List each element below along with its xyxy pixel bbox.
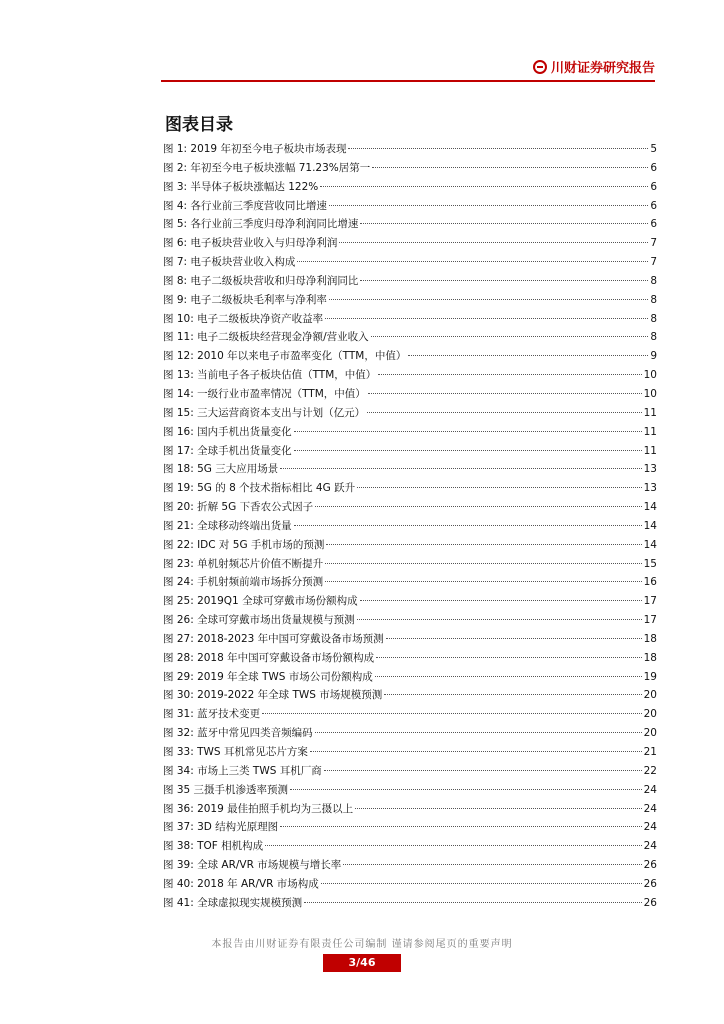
- toc-leader: [325, 581, 642, 582]
- toc-item[interactable]: [163, 743, 657, 762]
- toc-leader: [378, 374, 641, 375]
- toc-item[interactable]: [163, 366, 657, 385]
- toc-item-page[interactable]: 9: [650, 350, 657, 363]
- toc-item[interactable]: [163, 385, 657, 404]
- toc-item-label[interactable]: 图 10: 电子二级板块净资产收益率: [163, 312, 324, 325]
- toc-leader: [294, 431, 642, 432]
- toc-item-page[interactable]: 10: [643, 387, 657, 400]
- toc-item-page[interactable]: 26: [643, 859, 657, 872]
- toc-item-page[interactable]: 8: [650, 293, 657, 306]
- toc-item-page[interactable]: 21: [643, 746, 657, 758]
- toc-item[interactable]: [163, 498, 657, 517]
- toc-item-page[interactable]: 16: [643, 576, 657, 589]
- toc-leader: [280, 826, 641, 827]
- toc-leader: [297, 261, 648, 262]
- toc-leader: [294, 525, 642, 526]
- toc-leader: [339, 242, 648, 243]
- toc-item-page[interactable]: 26: [643, 896, 657, 909]
- toc-item[interactable]: [163, 555, 657, 574]
- page-header: [161, 56, 655, 82]
- toc-item-label[interactable]: 图 2: 年初至今电子板块涨幅 71.23%居第一: [163, 161, 371, 174]
- toc-leader: [384, 694, 641, 695]
- toc-item-page[interactable]: 7: [650, 256, 657, 269]
- toc-item-page[interactable]: 26: [643, 877, 657, 890]
- toc-item-label[interactable]: 图 3: 半导体子板块涨幅达 122%: [163, 180, 319, 193]
- toc-item-label[interactable]: 图 22: IDC 对 5G 手机市场的预测: [163, 538, 325, 551]
- toc-item-label[interactable]: 图 36: 2019 最佳拍照手机均为三摄以上: [163, 802, 354, 815]
- toc-item[interactable]: [163, 140, 657, 159]
- toc-leader: [315, 732, 642, 733]
- toc-item-page[interactable]: 20: [643, 708, 657, 721]
- toc-item-label[interactable]: 图 32: 蓝牙中常见四类音频编码: [163, 727, 313, 740]
- toc-item[interactable]: [163, 762, 657, 781]
- toc-item-label[interactable]: 图 4: 各行业前三季度营收同比增速: [163, 199, 327, 212]
- toc-item-page[interactable]: 24: [643, 802, 657, 815]
- toc-item[interactable]: [163, 159, 657, 178]
- toc-item-page[interactable]: 24: [643, 821, 657, 834]
- toc-item-page[interactable]: 6: [650, 218, 657, 231]
- toc-item[interactable]: [163, 705, 657, 724]
- toc-item[interactable]: [163, 272, 657, 291]
- toc-item-page[interactable]: 20: [643, 727, 657, 740]
- toc-item-page[interactable]: 24: [643, 783, 657, 796]
- toc-leader: [326, 544, 641, 545]
- toc-item-page[interactable]: 18: [643, 651, 657, 664]
- toc-item[interactable]: [163, 404, 657, 423]
- toc-leader: [324, 770, 642, 771]
- toc-item-page[interactable]: 6: [650, 199, 657, 212]
- toc-item[interactable]: [163, 178, 657, 197]
- toc-item-label[interactable]: 图 14: 一级行业市盈率情况（TTM，中值）: [163, 387, 366, 400]
- toc-leader: [360, 223, 648, 224]
- toc-leader: [371, 336, 649, 337]
- toc-item-label[interactable]: 图 31: 蓝牙技术变更: [163, 708, 261, 721]
- toc-item-label[interactable]: 图 41: 全球虚拟现实规模预测: [163, 896, 303, 909]
- toc-item-page[interactable]: 8: [650, 331, 657, 344]
- toc-leader: [320, 186, 648, 187]
- toc-leader: [372, 167, 648, 168]
- toc-item-label[interactable]: 图 26: 全球可穿戴市场出货量规模与预测: [163, 614, 355, 627]
- toc-item[interactable]: [163, 611, 657, 630]
- toc-item-page[interactable]: 19: [643, 670, 657, 683]
- toc-item-page[interactable]: 13: [643, 482, 657, 495]
- toc-item-page[interactable]: 10: [643, 369, 657, 382]
- toc-leader: [360, 280, 648, 281]
- toc-item-label[interactable]: 图 20: 折解 5G 下香农公式因子: [163, 501, 314, 514]
- toc-item-label[interactable]: 图 37: 3D 结构光原理图: [163, 821, 279, 834]
- toc-leader: [357, 487, 642, 488]
- brand-name: 川财证券研究报告: [550, 61, 655, 76]
- toc-item-label[interactable]: 图 30: 2019-2022 年全球 TWS 市场规模预测: [163, 689, 383, 702]
- toc-item[interactable]: [163, 800, 657, 819]
- toc-item-page[interactable]: 11: [643, 406, 657, 419]
- page-number: 3/46: [323, 954, 401, 972]
- toc-item-page[interactable]: 20: [643, 689, 657, 702]
- toc-leader: [321, 883, 642, 884]
- toc-item[interactable]: [163, 837, 657, 856]
- toc-item-page[interactable]: 14: [643, 519, 657, 532]
- toc-item-label[interactable]: 图 5: 各行业前三季度归母净利润同比增速: [163, 218, 359, 231]
- toc-item-label[interactable]: 图 39: 全球 AR/VR 市场规模与增长率: [163, 859, 342, 872]
- toc-item-label[interactable]: 图 9: 电子二级板块毛利率与净利率: [163, 293, 327, 306]
- toc-item-label[interactable]: 图 29: 2019 年全球 TWS 市场公司份额构成: [163, 670, 373, 683]
- toc-item[interactable]: [163, 630, 657, 649]
- toc-item-label[interactable]: 图 25: 2019Q1 全球可穿戴市场份额构成: [163, 595, 358, 608]
- toc-item-label[interactable]: 图 28: 2018 年中国可穿戴设备市场份额构成: [163, 651, 375, 664]
- toc-item-label[interactable]: 图 6: 电子板块营业收入与归母净利润: [163, 237, 338, 250]
- toc-item[interactable]: [163, 328, 657, 347]
- toc-item-label[interactable]: 图 23: 单机射频芯片价值不断提升: [163, 557, 324, 570]
- toc-item-page[interactable]: 14: [643, 538, 657, 551]
- toc-item-page[interactable]: 15: [643, 557, 657, 570]
- toc-item[interactable]: [163, 197, 657, 216]
- toc-item[interactable]: [163, 818, 657, 837]
- toc-leader: [408, 355, 648, 356]
- toc-leader: [290, 789, 642, 790]
- toc-leader: [280, 468, 641, 469]
- toc-item-label[interactable]: 图 15: 三大运营商资本支出与计划（亿元）: [163, 406, 366, 419]
- toc-leader: [329, 299, 648, 300]
- toc-item[interactable]: [163, 686, 657, 705]
- brand-logo-icon: [533, 60, 547, 74]
- toc-item-label[interactable]: 图 18: 5G 三大应用场景: [163, 463, 279, 476]
- toc-item-label[interactable]: 图 7: 电子板块营业收入构成: [163, 256, 296, 269]
- toc-item-label[interactable]: 图 11: 电子二级板块经营现金净额/营业收入: [163, 331, 369, 344]
- toc-leader: [375, 676, 642, 677]
- toc-leader: [360, 600, 642, 601]
- toc-leader: [343, 864, 641, 865]
- toc-item-label[interactable]: 图 17: 全球手机出货量变化: [163, 444, 292, 457]
- toc-leader: [368, 393, 642, 394]
- toc-item[interactable]: [163, 856, 657, 875]
- toc-item[interactable]: [163, 253, 657, 272]
- toc-item[interactable]: [163, 781, 657, 800]
- toc-leader: [355, 808, 641, 809]
- toc-item[interactable]: [163, 724, 657, 743]
- toc-leader: [262, 713, 642, 714]
- toc-item-page[interactable]: 14: [643, 501, 657, 514]
- toc-item-page[interactable]: 11: [643, 444, 657, 457]
- toc-item-label[interactable]: 图 19: 5G 的 8 个技术指标相比 4G 跃升: [163, 482, 356, 495]
- toc-item[interactable]: [163, 875, 657, 894]
- toc-item[interactable]: [163, 215, 657, 234]
- toc-item-page[interactable]: 17: [643, 614, 657, 627]
- toc-item-page[interactable]: 6: [650, 180, 657, 193]
- toc-item[interactable]: [163, 479, 657, 498]
- toc-item[interactable]: [163, 234, 657, 253]
- toc-item-page[interactable]: 17: [643, 595, 657, 608]
- toc-item-page[interactable]: 8: [650, 274, 657, 287]
- toc-item-page[interactable]: 22: [643, 764, 657, 777]
- toc-item[interactable]: [163, 592, 657, 611]
- toc-item-label[interactable]: 图 38: TOF 相机构成: [163, 840, 264, 853]
- toc-item[interactable]: [163, 347, 657, 366]
- toc-list: [163, 140, 657, 913]
- toc-item-page[interactable]: 5: [650, 143, 657, 155]
- toc-leader: [367, 412, 642, 413]
- toc-item-page[interactable]: 8: [650, 312, 657, 325]
- toc-leader: [357, 619, 642, 620]
- toc-leader: [310, 751, 642, 752]
- toc-item-label[interactable]: 图 16: 国内手机出货量变化: [163, 425, 292, 438]
- toc-item[interactable]: [163, 649, 657, 668]
- toc-leader: [386, 638, 642, 639]
- toc-item-label[interactable]: 图 1: 2019 年初至今电子板块市场表现: [163, 143, 347, 155]
- footer-disclaimer: 本报告由川财证券有限责任公司编制 谨请参阅尾页的重要声明: [211, 939, 513, 950]
- toc-item-page[interactable]: 7: [650, 237, 657, 250]
- toc-item[interactable]: [163, 291, 657, 310]
- toc-item-label[interactable]: 图 27: 2018-2023 年中国可穿戴设备市场预测: [163, 632, 384, 645]
- toc-leader: [294, 450, 642, 451]
- toc-leader: [304, 902, 642, 903]
- brand: [533, 57, 655, 76]
- toc-leader: [325, 318, 648, 319]
- toc-item[interactable]: [163, 460, 657, 479]
- toc-item-label[interactable]: 图 35 三摄手机渗透率预测: [163, 783, 289, 796]
- toc-item-page[interactable]: 11: [643, 425, 657, 438]
- toc-leader: [265, 845, 641, 846]
- toc-item-label[interactable]: 图 24: 手机射频前端市场拆分预测: [163, 576, 324, 589]
- toc-item[interactable]: [163, 668, 657, 687]
- toc-leader: [348, 148, 648, 149]
- toc-item-label[interactable]: 图 13: 当前电子各子板块估值（TTM，中值）: [163, 369, 377, 382]
- toc-item-page[interactable]: 13: [643, 463, 657, 476]
- toc-item-label[interactable]: 图 34: 市场上三类 TWS 耳机厂商: [163, 764, 322, 777]
- toc-item[interactable]: [163, 517, 657, 536]
- toc-leader: [315, 506, 642, 507]
- toc-item-label[interactable]: 图 33: TWS 耳机常见芯片方案: [163, 746, 308, 758]
- toc-item-label[interactable]: 图 40: 2018 年 AR/VR 市场构成: [163, 877, 319, 890]
- toc-item[interactable]: [163, 442, 657, 461]
- toc-leader: [376, 657, 641, 658]
- toc-item-label[interactable]: 图 12: 2010 年以来电子市盈率变化（TTM，中值）: [163, 350, 407, 363]
- toc-item-page[interactable]: 24: [643, 840, 657, 853]
- toc-leader: [325, 563, 642, 564]
- toc-item[interactable]: [163, 573, 657, 592]
- toc-leader: [329, 205, 648, 206]
- toc-item-label[interactable]: 图 21: 全球移动终端出货量: [163, 519, 292, 532]
- toc-item[interactable]: [163, 310, 657, 329]
- toc-item-page[interactable]: 6: [650, 161, 657, 174]
- toc-item-page[interactable]: 18: [643, 632, 657, 645]
- toc-item[interactable]: [163, 894, 657, 913]
- toc-item-label[interactable]: 图 8: 电子二级板块营收和归母净利润同比: [163, 274, 359, 287]
- toc-title: 图表目录: [165, 115, 233, 135]
- toc-item[interactable]: [163, 536, 657, 555]
- toc-item[interactable]: [163, 423, 657, 442]
